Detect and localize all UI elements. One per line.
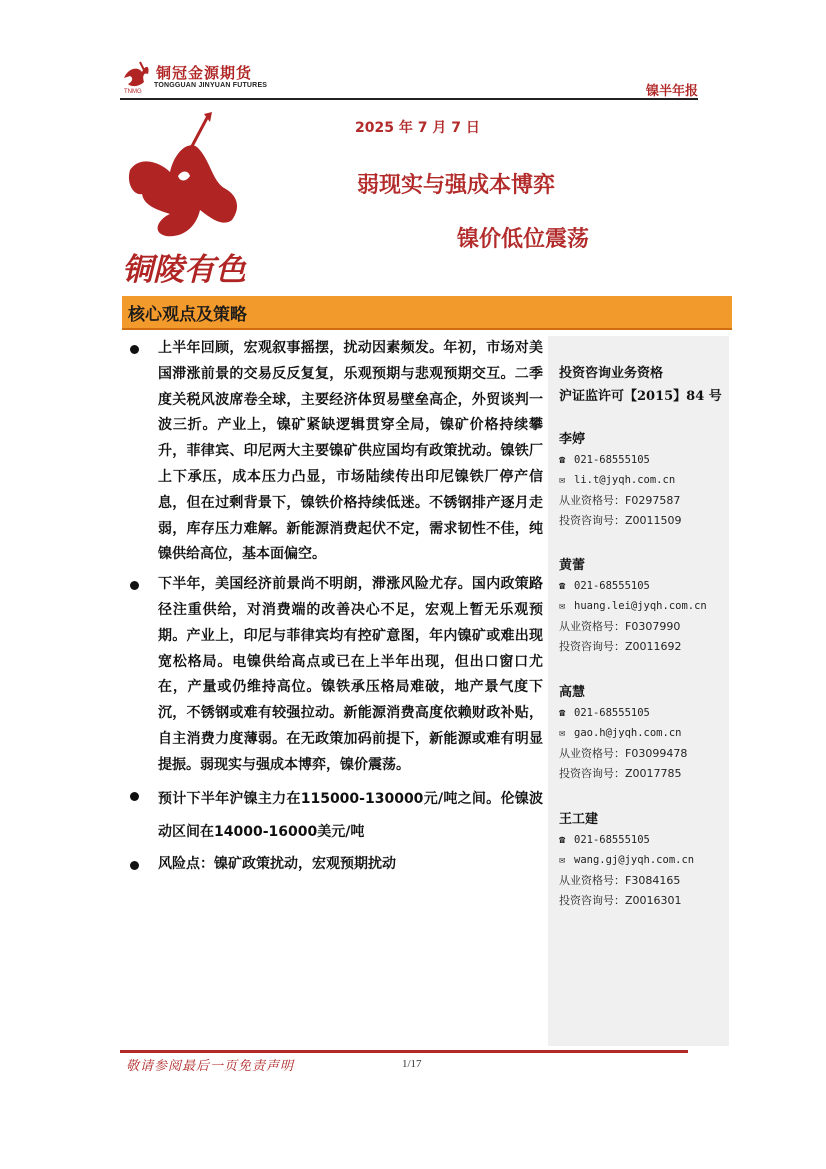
license-title: 投资咨询业务资格 — [559, 366, 664, 381]
section-title: 核心观点及策略 — [128, 305, 247, 325]
analyst-phone — [559, 450, 729, 470]
email-text[interactable]: li.t@jyqh.com.cn — [574, 474, 676, 486]
phone-icon: ☎ — [559, 454, 566, 466]
list-item — [130, 852, 550, 878]
footer-divider — [120, 1050, 688, 1053]
bullet-text: 风险点：镍矿政策扰动，宏观预期扰动 — [158, 855, 396, 872]
analyst-phone — [559, 703, 729, 723]
analyst-consult: 投资咨询号：Z0011509 — [559, 514, 682, 527]
company-name-cn: 铜冠金源期货 — [156, 64, 253, 82]
analyst-card — [559, 554, 729, 656]
mail-icon: ✉ — [559, 727, 566, 739]
email-text[interactable]: gao.h@jyqh.com.cn — [574, 727, 682, 739]
phone-text: 021-68555105 — [574, 454, 650, 466]
company-name-en: TONGGUAN JINYUAN FUTURES — [154, 82, 268, 89]
email-text[interactable]: huang.lei@jyqh.com.cn — [574, 600, 707, 612]
analyst-email[interactable] — [559, 850, 729, 870]
analyst-consult: 投资咨询号：Z0016301 — [559, 894, 682, 907]
analyst-cert: 从业资格号：F03099478 — [559, 747, 688, 760]
analyst-sidebar — [548, 336, 729, 1046]
analyst-card — [559, 428, 729, 530]
analyst-cert: 从业资格号：F3084165 — [559, 874, 681, 887]
phone-text: 021-68555105 — [574, 707, 650, 719]
analyst-cert: 从业资格号：F0297587 — [559, 494, 681, 507]
bullet-icon — [130, 792, 139, 801]
analyst-name: 王工建 — [559, 812, 599, 827]
mail-icon: ✉ — [559, 600, 566, 612]
analyst-cert: 从业资格号：F0307990 — [559, 620, 681, 633]
list-item — [130, 572, 550, 778]
mail-icon: ✉ — [559, 854, 566, 866]
section-header — [122, 296, 732, 330]
calligraphy-emblem-icon — [120, 110, 250, 290]
list-item — [130, 783, 550, 849]
bullet-text: 预计下半年沪镍主力在115000-130000元/吨之间。伦镍波动区间在14000-16000美元/吨 — [158, 790, 543, 840]
header-divider — [120, 98, 698, 100]
email-text[interactable]: wang.gj@jyqh.com.cn — [574, 854, 695, 866]
company-abbr: TNMG — [124, 89, 142, 95]
analyst-card — [559, 808, 729, 910]
list-item — [130, 336, 550, 568]
phone-icon: ☎ — [559, 834, 566, 846]
page-number: 1/17 — [402, 1058, 422, 1070]
bullet-icon — [130, 581, 139, 590]
analyst-email[interactable] — [559, 723, 729, 743]
report-type: 镍半年报 — [645, 84, 698, 99]
phone-text: 021-68555105 — [574, 834, 650, 846]
bullet-icon — [130, 345, 139, 354]
analyst-phone — [559, 830, 729, 850]
report-title: 弱现实与强成本博弈 — [357, 173, 556, 198]
emblem-text: 铜陵有色 — [122, 252, 246, 288]
bullet-text: 下半年，美国经济前景尚不明朗，滞涨风险尤存。国内政策路径注重供给，对消费端的改善决心不足，宏观上暂无乐观预期。产业上，印尼与菲律宾均有控矿意图，年内镍矿或难出现宽松格局。电镍供给高点或已在上半年出现，但出口窗口尤在，产量或仍维持高位。镍铁承压格局难破，地产景气度下沉，不锈钢或难有较强拉动。新能源消费高度依赖财政补贴，自主消费力度薄弱。在无政策加码前提下，新能源或难有明显提振。弱现实与强成本博弈，镍价震荡。 — [158, 576, 543, 773]
phone-text: 021-68555105 — [574, 580, 650, 592]
report-date: 2025 年 7 月 7 日 — [355, 120, 480, 136]
analyst-name: 高慧 — [559, 685, 586, 700]
analyst-name: 黄蕾 — [559, 558, 586, 573]
analyst-email[interactable] — [559, 470, 729, 490]
mail-icon: ✉ — [559, 474, 566, 486]
report-subtitle: 镍价低位震荡 — [457, 227, 590, 252]
bullet-text: 上半年回顾，宏观叙事摇摆，扰动因素频发。年初，市场对美国滞涨前景的交易反反复复，乐观预期与悲观预期交互。二季度关税风波席卷全球，主要经济体贸易壁垒高企，外贸谈判一波三折。产业上，镍矿紧缺逻辑贯穿全局，镍矿价格持续攀升，菲律宾、印尼两大主要镍矿供应国均有政策扰动。镍铁厂上下承压，成本压力凸显，市场陆续传出印尼镍铁厂停产信息，但在过剩背景下，镍铁价格持续低迷。不锈钢排产逐月走弱，库存压力难解。新能源消费起伏不定，需求韧性不佳，纯镍供给高位，基本面偏空。 — [158, 340, 543, 563]
analyst-name: 李婷 — [559, 432, 586, 447]
bullet-icon — [130, 861, 139, 870]
analyst-phone — [559, 576, 729, 596]
phone-icon: ☎ — [559, 707, 566, 719]
analyst-consult: 投资咨询号：Z0011692 — [559, 640, 682, 653]
license-number: 沪证监许可【2015】84 号 — [559, 389, 722, 404]
analyst-card — [559, 681, 729, 783]
analyst-consult: 投资咨询号：Z0017785 — [559, 767, 682, 780]
disclaimer-note: 敬请参阅最后一页免责声明 — [126, 1059, 295, 1074]
core-views — [130, 336, 550, 877]
analyst-email[interactable] — [559, 596, 729, 616]
phone-icon: ☎ — [559, 580, 566, 592]
